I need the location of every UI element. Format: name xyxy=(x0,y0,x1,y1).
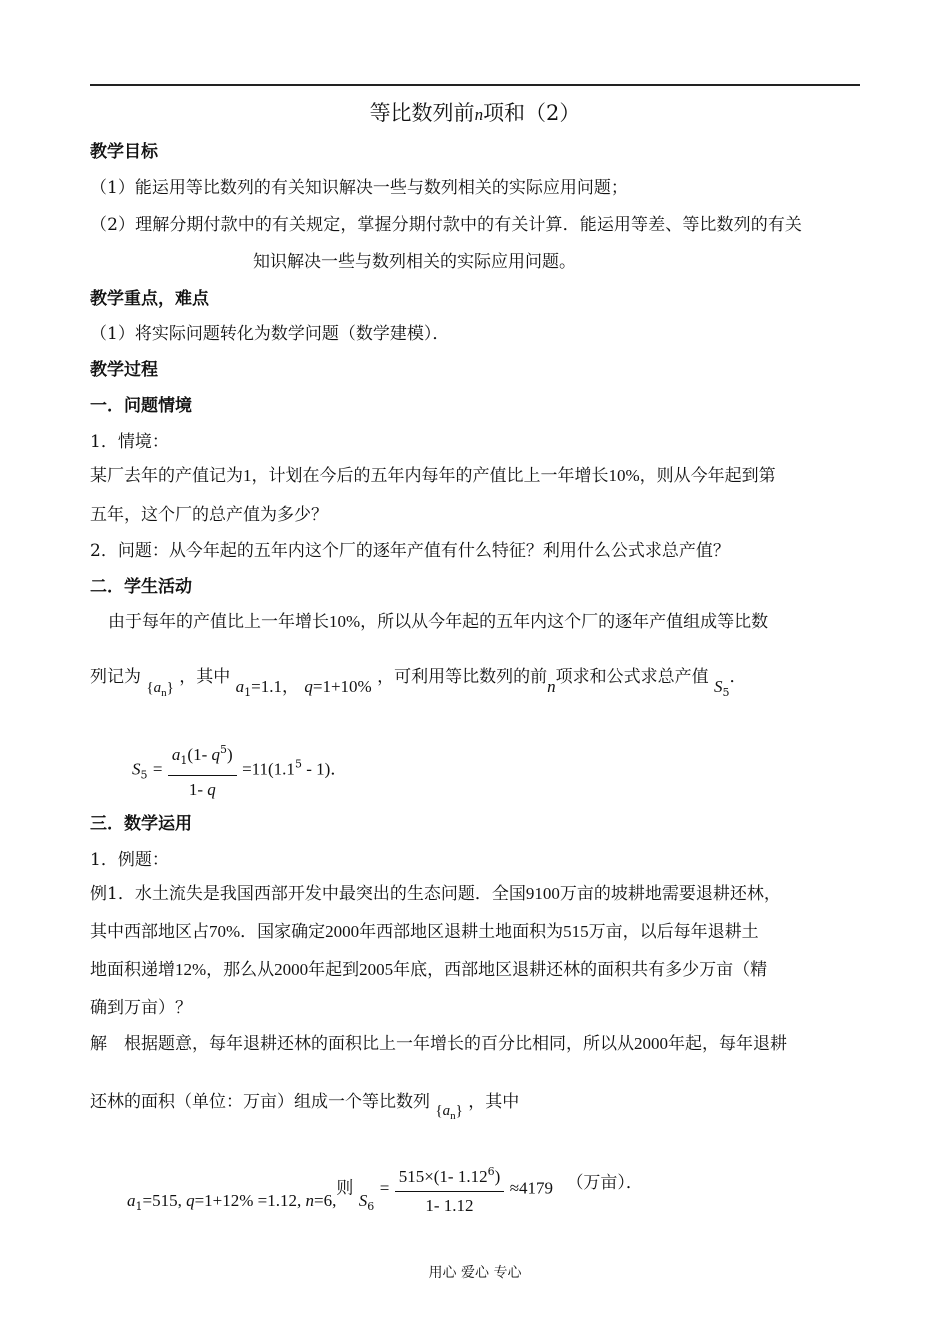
goal-2a: （2）理解分期付款中的有关规定，掌握分期付款中的有关计算．能运用等差、等比数列的有关 xyxy=(90,215,803,235)
example-1-b: 其中西部地区占70%．国家确定2000年西部地区退耕土地面积为515万亩，以后每年退耕土 xyxy=(90,922,759,942)
solution-a: 解 根据题意，每年退耕还林的面积比上一年增长的百分比相同，所以从2000年起，每年退耕 xyxy=(90,1034,787,1054)
part-3-heading: 三．数学运用 xyxy=(90,814,192,834)
example-1-a: 例1．水土流失是我国西部开发中最突出的生态问题．全国9100万亩的坡耕地需要退耕还林， xyxy=(90,884,781,904)
key-1: （1）将实际问题转化为数学问题（数学建模）． xyxy=(90,324,450,344)
solution-b: 还林的面积（单位：万亩）组成一个等比数列 $\{a_n\}$ ，其中 xyxy=(90,1092,520,1122)
process-heading: 教学过程 xyxy=(90,360,158,380)
page-title: 等比数列前n项和（2） xyxy=(369,101,581,125)
p2-text-a: 由于每年的产值比上一年增长10%，所以从今年起的五年内这个厂的逐年产值组成等比数 xyxy=(108,612,769,632)
formula-s5: $S_5$ = $\frac{a_1(1- q^5)}{1- q}$ $=11(1.1^5 - 1)$． xyxy=(132,738,347,802)
part-2-heading: 二．学生活动 xyxy=(90,577,192,597)
goal-1: （1）能运用等比数列的有关知识解决一些与数列相关的实际应用问题； xyxy=(90,178,628,198)
goal-2b: 知识解决一些与数列相关的实际应用问题。 xyxy=(253,252,576,272)
header-rule xyxy=(90,84,860,86)
goals-heading: 教学目标 xyxy=(90,142,158,162)
p1-item-1: 1．情境： xyxy=(90,432,169,452)
key-heading: 教学重点，难点 xyxy=(90,289,209,309)
p1-text-b: 五年，这个厂的总产值为多少？ xyxy=(90,505,328,525)
example-1-d: 确到万亩）？ xyxy=(90,998,192,1018)
p1-item-2: 2．问题：从今年起的五年内这个厂的逐年产值有什么特征？利用什么公式求总产值？ xyxy=(90,541,730,561)
part-1-heading: 一．问题情境 xyxy=(90,396,192,416)
p1-text-a: 某厂去年的产值记为1，计划在今后的五年内每年的产值比上一年增长10%，则从今年起到第 xyxy=(90,466,776,486)
p3-item-1: 1．例题： xyxy=(90,850,169,870)
example-1-c: 地面积递增12%，那么从2000年起到2005年底，西部地区退耕还林的面积共有多少万亩（精 xyxy=(90,960,768,980)
p2-text-b: 列记为 $\{a_n\}$ ，其中 $a_1=1.1$， q=1+10% ，可利用等比数列的前n项求和公式求总产值 $S_5$． xyxy=(90,667,747,699)
solution-formula: $a_1=515$, q=1+12% =1.12, n=6,则 $S_6$ = $\frac{515\times(1- 1.12^6)}{1- 1.12}$ ≈4179 （万亩）． xyxy=(127,1160,643,1218)
page-footer: 用心 爱心 专心 xyxy=(428,1265,522,1281)
